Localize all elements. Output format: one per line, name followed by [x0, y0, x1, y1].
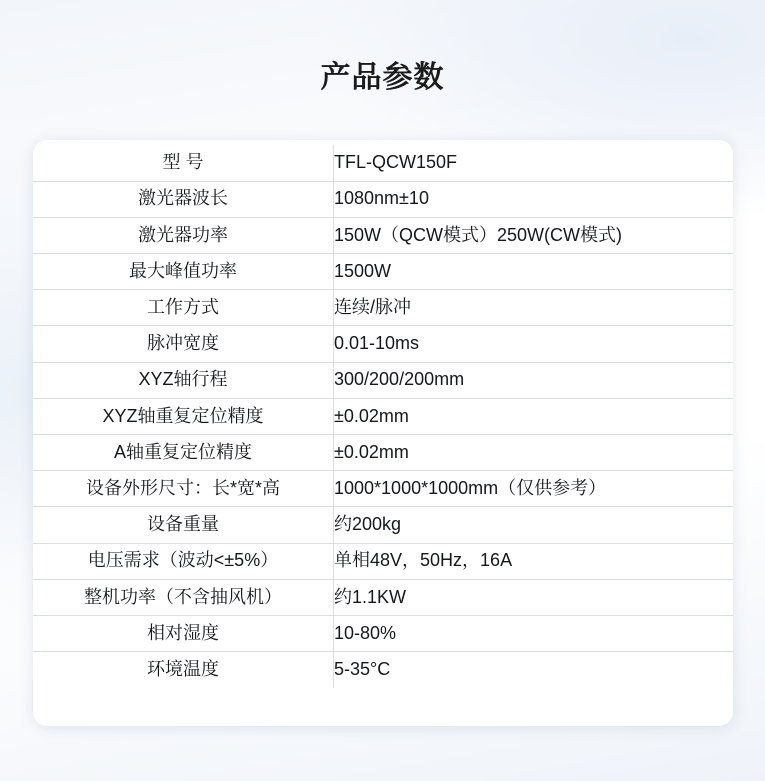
spec-table	[33, 145, 733, 688]
spec-label: 环境温度	[33, 652, 334, 688]
spec-label: 电压需求（波动<±5%）	[33, 543, 334, 579]
spec-label: 设备重量	[33, 507, 334, 543]
spec-value: 约200kg	[334, 507, 734, 543]
spec-card	[33, 140, 733, 726]
table-row	[33, 145, 733, 181]
spec-value: 单相48V，50Hz，16A	[334, 543, 734, 579]
spec-value: TFL-QCW150F	[334, 145, 734, 181]
table-row	[33, 290, 733, 326]
spec-value: 约1.1KW	[334, 579, 734, 615]
spec-label: 相对湿度	[33, 615, 334, 651]
spec-label: 激光器功率	[33, 217, 334, 253]
spec-value: 0.01-10ms	[334, 326, 734, 362]
spec-label: 整机功率（不含抽风机）	[33, 579, 334, 615]
spec-label: 工作方式	[33, 290, 334, 326]
table-row	[33, 507, 733, 543]
spec-table-body	[33, 145, 733, 688]
table-row	[33, 398, 733, 434]
spec-label: XYZ轴重复定位精度	[33, 398, 334, 434]
spec-value: ±0.02mm	[334, 398, 734, 434]
spec-value: 5-35°C	[334, 659, 391, 680]
table-row	[33, 435, 733, 471]
table-row	[33, 615, 733, 651]
spec-value: ±0.02mm	[334, 435, 734, 471]
table-row	[33, 181, 733, 217]
table-row	[33, 543, 733, 579]
spec-value: 300/200/200mm	[334, 362, 734, 398]
spec-label: 脉冲宽度	[33, 326, 334, 362]
spec-value: 连续/脉冲	[334, 290, 734, 326]
spec-label: 最大峰值功率	[33, 254, 334, 290]
table-row	[33, 579, 733, 615]
table-row	[33, 217, 733, 253]
table-row	[33, 326, 733, 362]
page-title: 产品参数	[320, 61, 445, 94]
spec-label: A轴重复定位精度	[33, 435, 334, 471]
spec-label: 激光器波长	[33, 181, 334, 217]
table-row	[33, 254, 733, 290]
table-row	[33, 362, 733, 398]
spec-value: 1000*1000*1000mm（仅供参考）	[334, 471, 734, 507]
spec-value: 10-80%	[334, 615, 734, 651]
spec-label: 型 号	[33, 145, 334, 181]
spec-label: 设备外形尺寸：长*宽*高	[33, 471, 334, 507]
spec-value: 1080nm±10	[334, 181, 734, 217]
spec-value: 1500W	[334, 254, 734, 290]
table-row	[33, 652, 733, 688]
spec-label: XYZ轴行程	[33, 362, 334, 398]
table-row	[33, 471, 733, 507]
spec-value: 150W（QCW模式）250W(CW模式)	[334, 217, 734, 253]
